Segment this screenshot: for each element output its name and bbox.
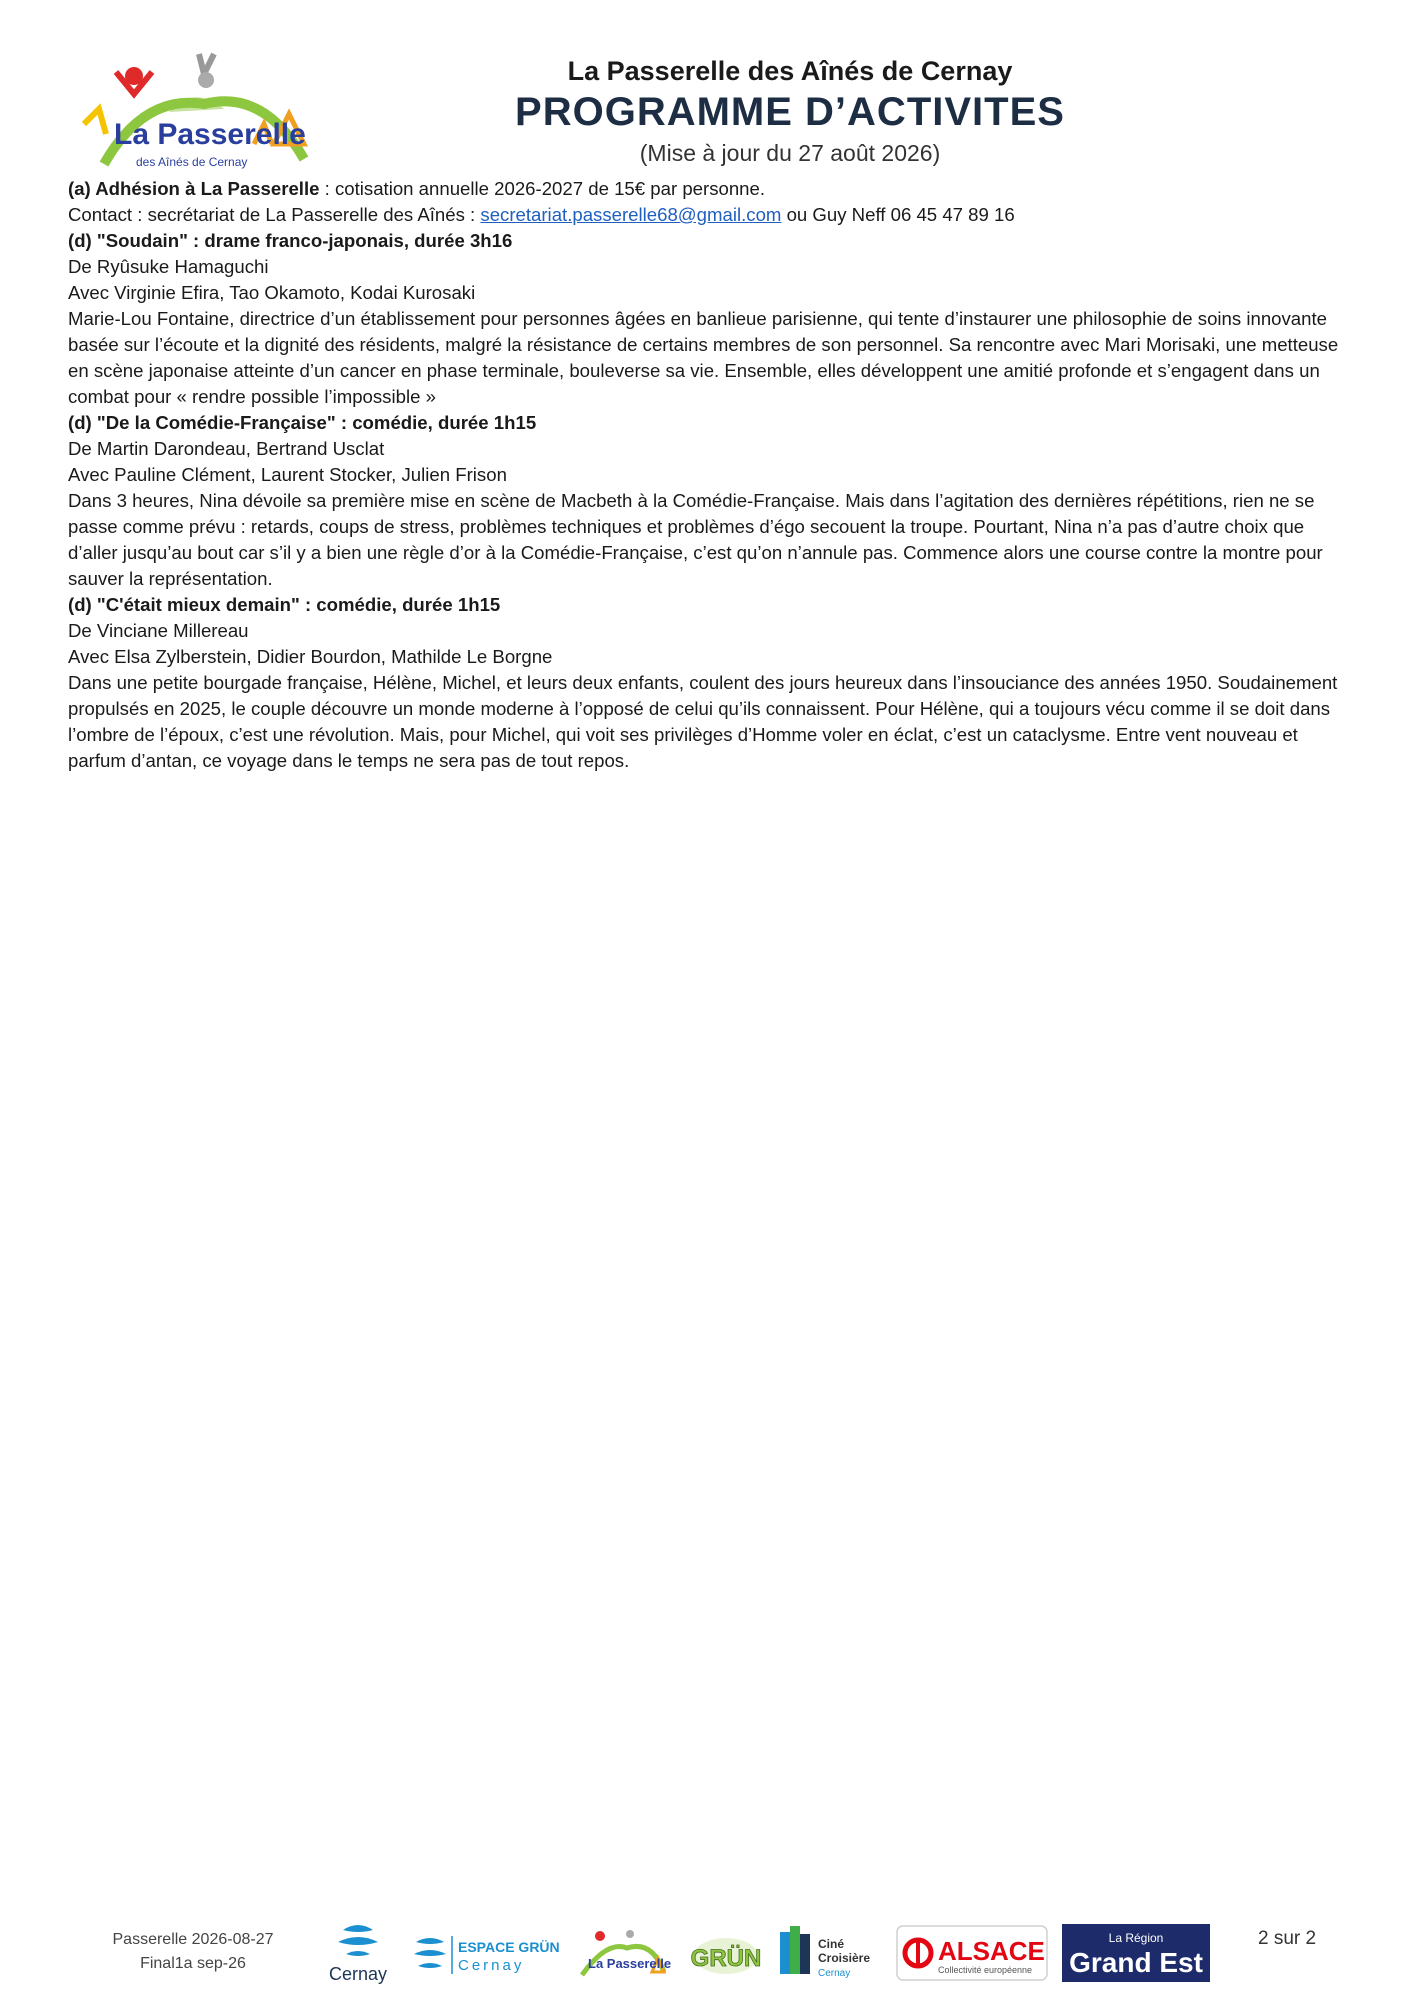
cine-logo-line3: Cernay: [818, 1968, 851, 1979]
footer-doc-line1: Passerelle 2026-08-27: [112, 1931, 274, 1948]
film-director: De Vinciane Millereau: [68, 620, 249, 641]
film-synopsis: Marie-Lou Fontaine, directrice d’un établissement pour personnes âgées en banlieue parisienne, qui tente d’instaurer une philosophie de soins innovante basée sur l’écoute et la dignité des résidents, malgré la résistance de certains membres de son personnel. Sa rencontre avec Mari Morisaki, une metteuse en scène japonaise atteinte d’un cancer en phase terminale, bouleverse sa vie. Ensemble, elles développent une amitié profonde et s’engagent dans un combat pour « rendre possible l’impossible »: [68, 308, 1339, 407]
film-cast: Avec Pauline Clément, Laurent Stocker, Julien Frison: [68, 464, 507, 485]
cine-croisiere-logo: [778, 1920, 888, 1986]
region-logo-small: La Région: [1108, 1931, 1164, 1945]
membership-label: (a) Adhésion à La Passerelle: [68, 178, 320, 199]
logo-subtext: des Aînés de Cernay: [136, 155, 248, 169]
passerelle-logo: [74, 54, 324, 172]
alsace-logo-text: ALSACE: [938, 1936, 1045, 1966]
contact-line: [68, 202, 1358, 228]
film-heading: (d) "De la Comédie-Française" : comédie, durée 1h15: [68, 412, 537, 433]
footer-doc-line2: Final1a sep-26: [140, 1955, 246, 1972]
page-title: PROGRAMME D’ACTIVITES: [515, 90, 1065, 134]
page-number: 2 sur 2: [1258, 1928, 1317, 1949]
membership-line: [68, 176, 1358, 202]
alsace-logo: [896, 1920, 1048, 1986]
film-cast: Avec Virginie Efira, Tao Okamoto, Kodai Kurosaki: [68, 282, 476, 303]
film-cast: Avec Elsa Zylberstein, Didier Bourdon, Mathilde Le Borgne: [68, 646, 553, 667]
alsace-logo-sub: Collectivité européenne: [938, 1965, 1033, 1975]
espace-logo-line1: ESPACE GRÜN: [458, 1939, 560, 1955]
espace-grun-logo: [412, 1920, 560, 1986]
organization-name: La Passerelle des Aînés de Cernay: [567, 56, 1013, 86]
cernay-logo-text: Cernay: [328, 1964, 388, 1984]
footer-doc-info: [88, 1928, 298, 1976]
membership-text: : cotisation annuelle 2026-2027 de 15€ par personne.: [319, 178, 766, 199]
grun-logo: [690, 1920, 762, 1986]
film-synopsis: Dans 3 heures, Nina dévoile sa première mise en scène de Macbeth à la Comédie-Française. Mais dans l’agitation des dernières répétitions, rien ne se passe comme prévu : retards, coups de stress, problèmes techniques et problèmes d’égo secouent la troupe. Pourtant, Nina n’a pas d’autre choix que d’aller jusqu’au bout car s’il y a bien une règle d’or à la Comédie-Française, c’est qu’on n’annule pas. Commence alors une course contre la montre pour sauver la représentation.: [68, 490, 1323, 589]
cernay-logo: [318, 1920, 398, 1986]
film-director: De Martin Darondeau, Bertrand Usclat: [68, 438, 385, 459]
region-grand-est-logo: [1062, 1920, 1210, 1986]
grun-logo-text: GRÜN: [690, 1945, 762, 1972]
contact-prefix: Contact : secrétariat de La Passerelle des Aînés :: [68, 204, 481, 225]
espace-logo-line2: Cernay: [458, 1957, 525, 1974]
film-heading: (d) "C'était mieux demain" : comédie, durée 1h15: [68, 594, 501, 615]
cine-logo-line2: Croisière: [818, 1951, 871, 1965]
film-heading: (d) "Soudain" : drame franco-japonais, durée 3h16: [68, 230, 513, 251]
region-logo-big: Grand Est: [1069, 1947, 1203, 1978]
logo-text: La Passerelle: [114, 118, 306, 151]
passerelle-footer-logo: [572, 1920, 672, 1986]
film-director: De Ryûsuke Hamaguchi: [68, 256, 269, 277]
contact-suffix: ou Guy Neff 06 45 47 89 16: [781, 204, 1015, 225]
film-synopsis: Dans une petite bourgade française, Hélène, Michel, et leurs deux enfants, coulent des jours heureux dans l’insouciance des années 1950. Soudainement propulsés en 2025, le couple découvre un monde moderne à l’opposé de celui qu’ils connaissent. Pour Hélène, qui a toujours vécu comme il se doit dans l’ombre de l’époux, c’est une révolution. Mais, pour Michel, qui voit ses privilèges d’Homme voler en éclat, c’est un cataclysme. Entre vent nouveau et parfum d’antan, ce voyage dans le temps ne sera pas de tout repos.: [68, 672, 1338, 771]
cine-logo-line1: Ciné: [818, 1937, 845, 1951]
update-date: (Mise à jour du 27 août 2026): [639, 140, 941, 166]
contact-email-link[interactable]: secretariat.passerelle68@gmail.com: [480, 204, 782, 225]
passerelle-footer-text: La Passerelle: [588, 1956, 672, 1971]
document-body: [68, 176, 1358, 774]
